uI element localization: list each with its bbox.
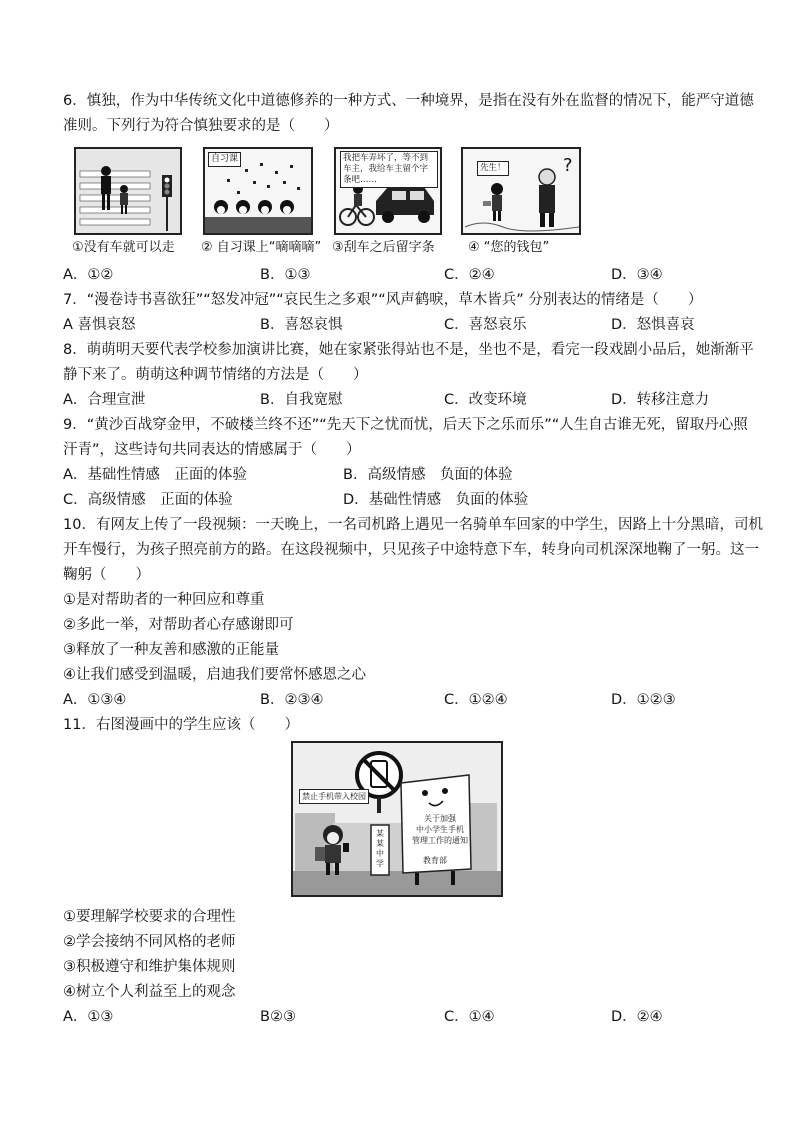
q10-item-1: ①是对帮助者的一种回应和尊重 — [63, 592, 265, 608]
q9-stem-line1: 9．“黄沙百战穿金甲，不破楼兰终不还”“先天下之忧而忧，后天下之乐而乐”“人生自古谁无死，留取丹心照 — [63, 417, 748, 433]
q10-stem-line2: 开车慢行，为孩子照亮前方的路。在这段视频中，只见孩子中途特意下车，转身向司机深深地鞠了一躬。这一 — [63, 542, 759, 558]
q6-comic-panel-2 — [203, 147, 313, 235]
q6-option-b[interactable]: B．①③ — [260, 267, 311, 283]
q10-option-c[interactable]: C．①②④ — [444, 692, 508, 708]
q6-option-c[interactable]: C．②④ — [444, 267, 495, 283]
q11-doc-footer: 教育部 — [423, 856, 447, 865]
q6-caption-4: ④ “您的钱包” — [468, 240, 550, 255]
q10-option-d[interactable]: D．①②③ — [611, 692, 676, 708]
q11-item-1: ①要理解学校要求的合理性 — [63, 909, 236, 925]
q9-option-d[interactable]: D．基础性情感 负面的体验 — [343, 492, 529, 508]
q11-doc-line-2: 中小学生手机 — [416, 825, 464, 834]
q7-option-a[interactable]: A 喜惧哀怒 — [63, 317, 136, 333]
q9-stem-line2: 汗青”，这些诗句共同表达的情感属于（ ） — [63, 442, 361, 458]
q10-stem-line1: 10．有网友上传了一段视频：一天晚上，一名司机路上遇见一名骑单车回家的中学生，因路上十分黑暗，司机 — [63, 517, 763, 533]
q8-option-a[interactable]: A．合理宣泄 — [63, 392, 146, 408]
q11-doc-title — [411, 813, 469, 846]
q6-panel2-label: 自习课 — [208, 152, 241, 167]
q6-stem-line1: 6．慎独，作为中华传统文化中道德修养的一种方式、一种境界，是指在没有外在监督的情况下，能严守道德 — [63, 93, 754, 109]
q8-option-c[interactable]: C．改变环境 — [444, 392, 527, 408]
q6-stem-line2: 准则。下列行为符合慎独要求的是（ ） — [63, 118, 339, 134]
q11-stem: 11．右图漫画中的学生应该（ ） — [63, 717, 299, 733]
q10-option-a[interactable]: A．①③④ — [63, 692, 127, 708]
q6-comic-panel-1 — [74, 147, 182, 235]
q11-gate-text: 某某中学 — [376, 829, 384, 868]
q10-option-b[interactable]: B．②③④ — [260, 692, 324, 708]
q9-option-b[interactable]: B．高级情感 负面的体验 — [343, 467, 513, 483]
svg-text:?: ? — [563, 155, 573, 176]
q9-option-c[interactable]: C．高级情感 正面的体验 — [63, 492, 233, 508]
q6-panel4-speech: 先生！ — [477, 161, 509, 176]
q6-option-a[interactable]: A．①② — [63, 267, 114, 283]
q11-option-d[interactable]: D．②④ — [611, 1009, 663, 1025]
q7-option-c[interactable]: C．喜怒哀乐 — [444, 317, 527, 333]
q6-caption-2: ② 自习课上“嘀嘀嘀” — [201, 240, 322, 255]
q11-sign-text: 禁止手机带入校园 — [299, 789, 369, 804]
q6-panel3-note: 我把车弄坏了，等不到车主，我给车主留个字条吧…… — [340, 151, 438, 188]
q6-option-d[interactable]: D．③④ — [611, 267, 663, 283]
q11-item-2: ②学会接纳不同风格的老师 — [63, 934, 236, 950]
q11-doc-line-3: 管理工作的通知 — [412, 836, 468, 845]
q10-stem-line3: 鞠躬（ ） — [63, 567, 150, 583]
q7-option-d[interactable]: D．怒惧喜哀 — [611, 317, 695, 333]
q8-stem-line1: 8．萌萌明天要代表学校参加演讲比赛，她在家紧张得站也不是，坐也不是，看完一段戏剧小品后，她渐渐平 — [63, 342, 754, 358]
q8-option-b[interactable]: B．自我宽慰 — [260, 392, 343, 408]
q6-comic-panel-4 — [461, 147, 581, 235]
q7-option-b[interactable]: B．喜怒哀惧 — [260, 317, 343, 333]
q11-option-b[interactable]: B②③ — [260, 1009, 296, 1025]
q8-option-d[interactable]: D．转移注意力 — [611, 392, 710, 408]
q7-stem: 7．“漫卷诗书喜欲狂”“怒发冲冠”“哀民生之多艰”“风声鹤唳，草木皆兵” 分别表达的情绪是（ ） — [63, 292, 703, 308]
q11-item-4: ④树立个人利益至上的观念 — [63, 984, 236, 1000]
q6-caption-1: ①没有车就可以走 — [72, 240, 175, 255]
q11-option-a[interactable]: A．①③ — [63, 1009, 114, 1025]
q11-option-c[interactable]: C．①④ — [444, 1009, 495, 1025]
q6-caption-3: ③刮车之后留字条 — [332, 240, 435, 255]
q10-item-4: ④让我们感受到温暖，启迪我们要常怀感恩之心 — [63, 667, 366, 683]
q11-comic — [291, 741, 503, 897]
q8-stem-line2: 静下来了。萌萌这种调节情绪的方法是（ ） — [63, 367, 368, 383]
q10-item-2: ②多此一举，对帮助者心存感谢即可 — [63, 617, 294, 633]
q10-item-3: ③释放了一种友善和感激的正能量 — [63, 642, 279, 658]
q6-comic-panel-3 — [334, 147, 442, 235]
q11-doc-line-1: 关于加强 — [424, 814, 456, 823]
q9-option-a[interactable]: A．基础性情感 正面的体验 — [63, 467, 247, 483]
q11-item-3: ③积极遵守和维护集体规则 — [63, 959, 236, 975]
